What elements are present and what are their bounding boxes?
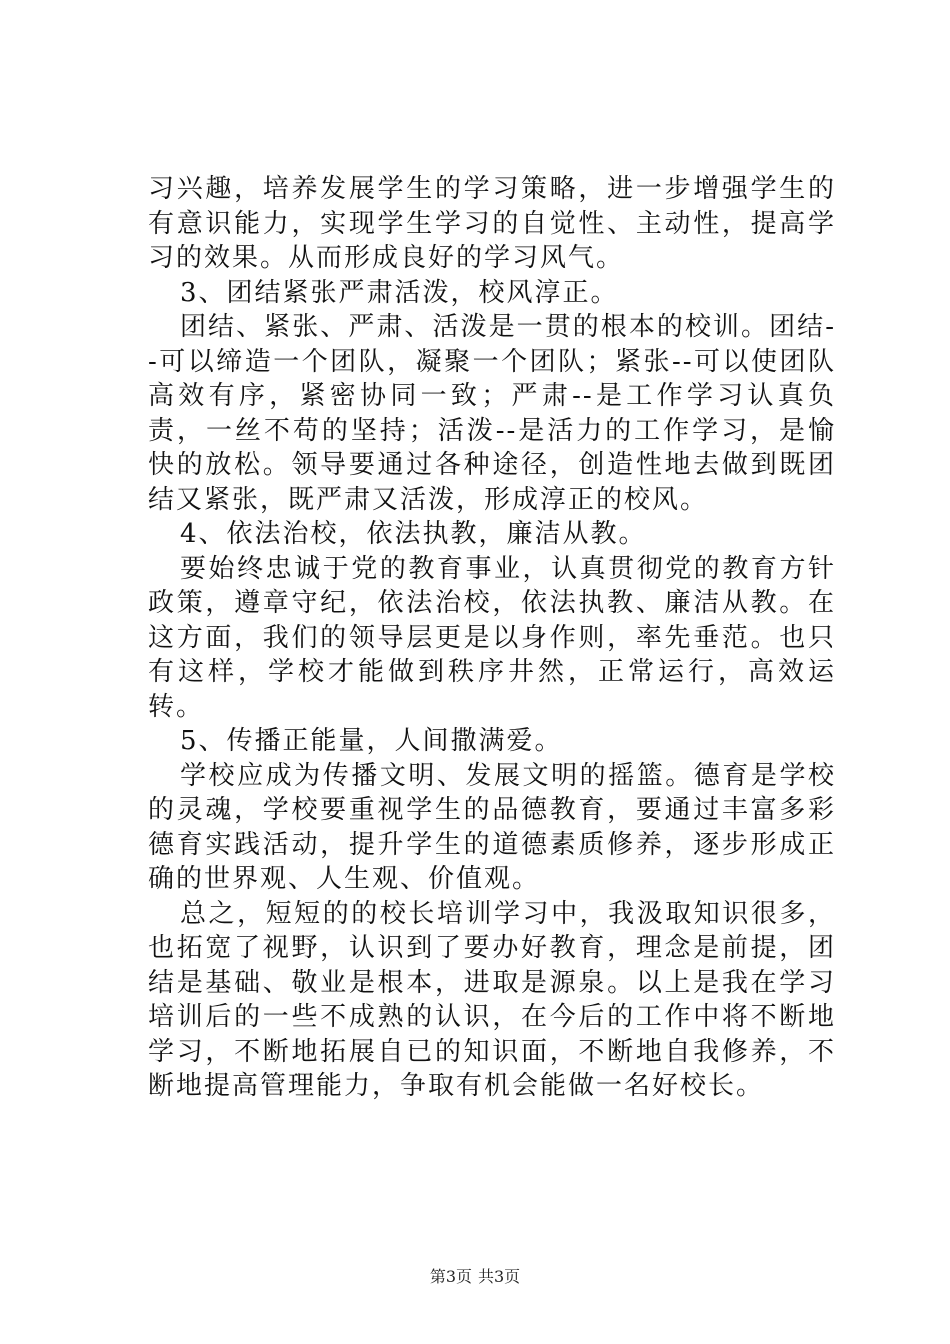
page-number-total: 共3页 — [478, 1267, 521, 1286]
page-footer — [0, 1267, 950, 1287]
document-body — [148, 172, 836, 1104]
paragraph-8-conclusion: 总之，短短的的校长培训学习中，我汲取知识很多，也拓宽了视野，认识到了要办好教育，理念是前提，团结是基础、敬业是根本，进取是源泉。以上是我在学习培训后的一些不成熟的认识，在今后的工作中将不断地学习，不断地拓展自已的知识面，不断地自我修养，不断地提高管理能力，争取有机会能做一名好校长。 — [148, 898, 836, 1101]
paragraph-7: 学校应成为传播文明、发展文明的摇篮。德育是学校的灵魂，学校要重视学生的品德教育，要通过丰富多彩德育实践活动，提升学生的道德素质修养，逐步形成正确的世界观、人生观、价值观。 — [148, 760, 836, 894]
paragraph-6-heading: 5、传播正能量，人间撒满爱。 — [180, 726, 563, 756]
paragraph-3: 团结、紧张、严肃、活泼是一贯的根本的校训。团结--可以缔造一个团队，凝聚一个团队；紧张--可以使团队高效有序，紧密协同一致；严肃--是工作学习认真负责，一丝不苟的坚持；活泼--是活力的工作学习，是愉快的放松。领导要通过各种途径，创造性地去做到既团结又紧张，既严肃又活泼，形成淳正的校风。 — [148, 312, 836, 515]
paragraph-1: 习兴趣，培养发展学生的学习策略，进一步增强学生的有意识能力，实现学生学习的自觉性、主动性，提高学习的效果。从而形成良好的学习风气。 — [148, 174, 836, 273]
page-number-current: 第3页 — [429, 1267, 472, 1286]
paragraph-2-heading: 3、团结紧张严肃活泼，校风淳正。 — [180, 277, 619, 308]
paragraph-4-heading: 4、依法治校，依法执教，廉洁从教。 — [180, 519, 647, 549]
paragraph-5: 要始终忠诚于党的教育事业，认真贯彻党的教育方针政策，遵章守纪，依法治校，依法执教、廉洁从教。在这方面，我们的领导层更是以身作则，率先垂范。也只有这样，学校才能做到秩序井然，正常运行，高效运转。 — [148, 553, 836, 722]
